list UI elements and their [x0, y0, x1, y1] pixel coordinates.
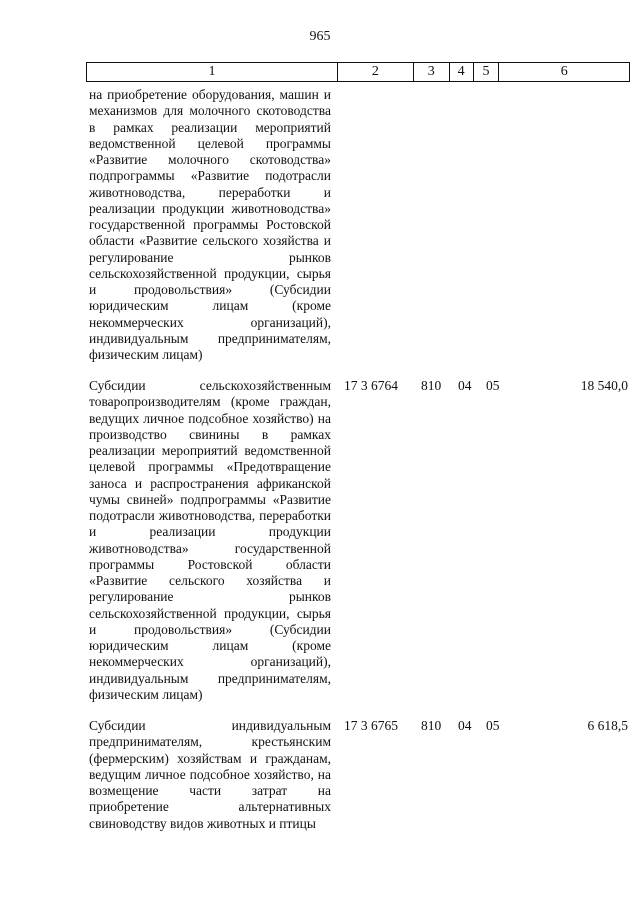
table-row-description: на приобретение оборудования, машин и механизмов для молочного скотоводства в рамках реализации мероприятий ведомственной целевой программы «Развитие молочного скотоводства» подпрограммы «Развитие подотрасли животноводства, переработки и реализации продукции животноводства» государственной программы Ростовской области «Развитие сельского хозяйства и регулирование рынков сельскохозяйственной продукции, сырья и продовольствия» (Субсидии юридическим лицам (кроме некоммерческих организаций), индивидуальным предпринимателям, физическим лицам) [89, 87, 331, 362]
target-code: 17 3 6764 [344, 378, 398, 393]
subsection-code: 05 [486, 718, 500, 733]
column-header-4: 4 [450, 63, 474, 81]
table-row-description: Субсидии индивидуальным предпринимателям, крестьянским (фермерским) хозяйствам и гражданам, ведущим личное подсобное хозяйство, на возмещение части затрат на приобретение альтернативных свиноводству видов животных и птицы [89, 718, 331, 831]
page-number: 965 [309, 29, 331, 44]
table-header [86, 62, 630, 82]
subsection-code: 05 [486, 378, 500, 393]
column-header-5: 5 [474, 63, 500, 81]
column-header-6: 6 [560, 64, 568, 79]
expense-type: 810 [421, 378, 442, 393]
column-header-1: 1 [87, 63, 338, 81]
amount: 6 618,5 [587, 718, 628, 733]
table-row-description: Субсидии сельскохозяйственным товаропроизводителям (кроме граждан, ведущих личное подсобное хозяйство) на производство свинины в рамках реализации мероприятий ведомственной целевой программы «Предотвращение заноса и распространения африканской чумы свиней» подпрограммы «Развитие подотрасли животноводства, переработки и реализации продукции животноводства» государственной программы Ростовской области «Развитие сельского хозяйства и регулирование рынков сельскохозяйственной продукции, сырья и продовольствия» (Субсидии юридическим лицам (кроме некоммерческих организаций), индивидуальным предпринимателям, физическим лицам) [89, 378, 331, 702]
section-code: 04 [458, 378, 472, 393]
section-code: 04 [458, 718, 472, 733]
amount: 18 540,0 [580, 378, 628, 393]
target-code: 17 3 6765 [344, 718, 398, 733]
expense-type: 810 [421, 718, 442, 733]
column-header-2: 2 [338, 63, 414, 81]
column-header-3: 3 [414, 63, 450, 81]
